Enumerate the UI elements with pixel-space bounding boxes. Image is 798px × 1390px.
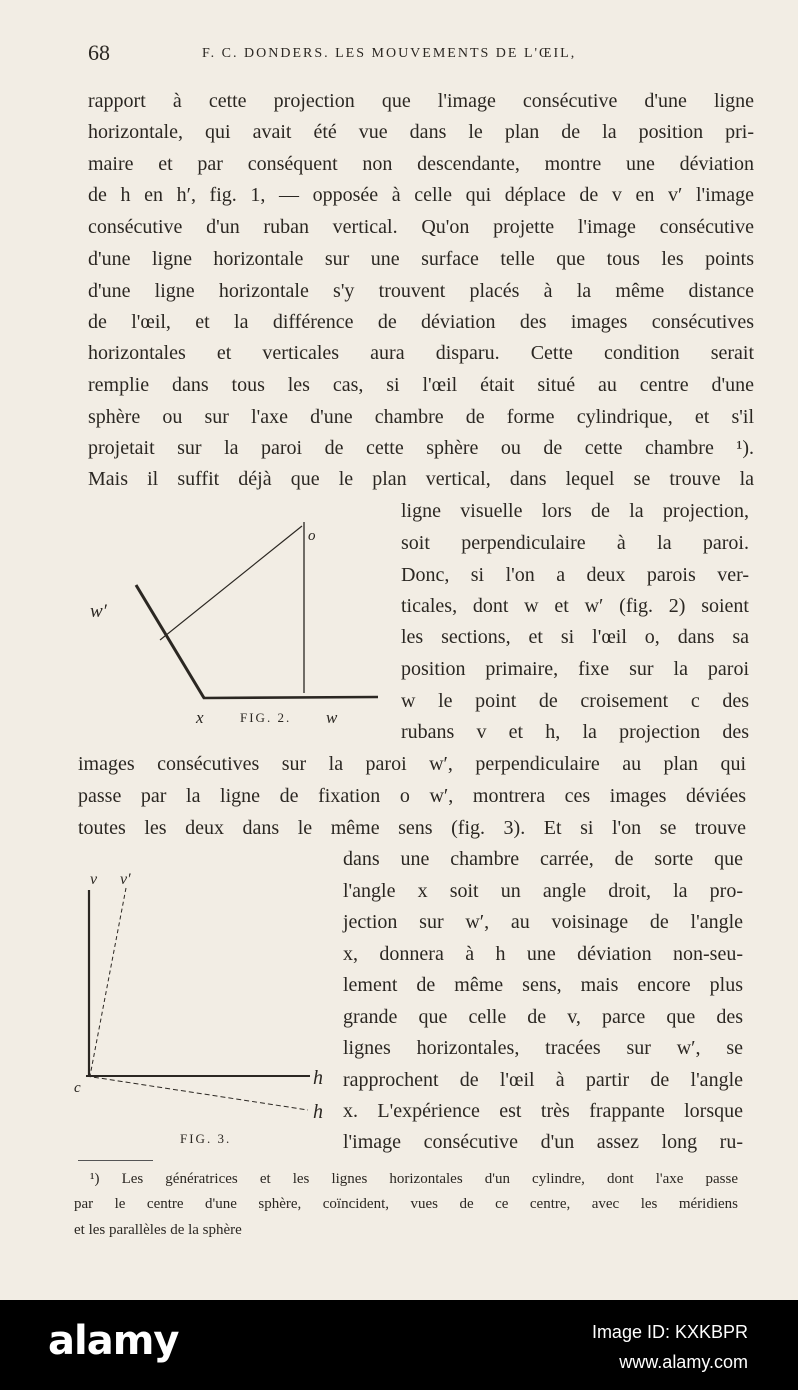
body-line: Donc, si l'on a deux parois ver- — [401, 564, 749, 586]
figure-3 — [70, 860, 340, 1150]
body-line: position primaire, fixe sur la paroi — [401, 658, 749, 680]
footnote-line: par le centre d'une sphère, coïncident, vues de ce centre, avec les méridiens — [74, 1196, 738, 1212]
body-line: sphère ou sur l'axe d'une chambre de forme cylindrique, et s'il — [88, 406, 754, 428]
footnote-line: ¹) Les génératrices et les lignes horizontales d'un cylindre, dont l'axe passe — [90, 1171, 738, 1187]
fig3-label-h-deviated: h — [313, 1101, 323, 1123]
body-line: ligne visuelle lors de la projection, — [401, 500, 749, 522]
fig2-caption: FIG. 2. — [240, 710, 292, 725]
image-id: Image ID: KXKBPR — [591, 1322, 748, 1342]
body-line: horizontales et verticales aura disparu. Cette condition serait — [88, 342, 754, 364]
body-line: w le point de croisement c des — [401, 690, 749, 712]
body-line: rubans v et h, la projection des — [401, 721, 749, 743]
body-line: l'image consécutive d'un assez long ru- — [343, 1131, 743, 1153]
body-line: grande que celle de v, parce que des — [343, 1006, 743, 1028]
body-line: remplie dans tous les cas, si l'œil était situé au centre d'une — [88, 374, 754, 396]
fig3-label-h: h — [313, 1067, 323, 1089]
site-url: www.alamy.com — [619, 1352, 748, 1372]
fig2-label-x: x — [196, 708, 204, 727]
body-line: lignes horizontales, tracées sur w′, se — [343, 1037, 743, 1059]
brand-logo: alamy — [48, 1318, 179, 1364]
body-line: toutes les deux dans le même sens (fig. 3). Et si l'on se trouve — [78, 817, 746, 839]
fig2-label-w-prime: w′ — [90, 601, 107, 622]
body-line: x. L'expérience est très frappante lorsque — [343, 1100, 743, 1122]
body-line: rapport à cette projection que l'image consécutive d'une ligne — [88, 90, 754, 112]
body-line: Mais il suffit déjà que le plan vertical, dans lequel se trouve la — [88, 468, 754, 490]
body-line: dans une chambre carrée, de sorte que — [343, 848, 743, 870]
page-number: 68 — [88, 40, 110, 65]
fig3-label-v-prime: v′ — [120, 871, 131, 888]
fig3-label-c: c — [74, 1080, 81, 1096]
fig3-caption: FIG. 3. — [180, 1131, 232, 1146]
body-line: images consécutives sur la paroi w′, perpendiculaire au plan qui — [78, 753, 746, 775]
body-line: maire et par conséquent non descendante, montre une déviation — [88, 153, 754, 175]
body-line: rapprochent de l'œil à partir de l'angle — [343, 1069, 743, 1091]
body-line: horizontale, qui avait été vue dans le plan de la position pri- — [88, 121, 754, 143]
body-line: soit perpendiculaire à la paroi. — [401, 532, 749, 554]
body-line: lement de même sens, mais encore plus — [343, 974, 743, 996]
fig2-label-o: o — [308, 528, 316, 544]
body-line: d'une ligne horizontale sur une surface telle que tous les points — [88, 248, 754, 270]
body-line: l'angle x soit un angle droit, la pro- — [343, 880, 743, 902]
body-line: ticales, dont w et w′ (fig. 2) soient — [401, 595, 749, 617]
watermark-footer — [0, 1300, 798, 1390]
fig3-label-v: v — [90, 871, 98, 888]
body-line: d'une ligne horizontale s'y trouvent placés à la même distance — [88, 280, 754, 302]
page-header — [0, 40, 798, 70]
running-head: F. C. DONDERS. LES MOUVEMENTS DE L'ŒIL, — [202, 46, 577, 61]
body-line: passe par la ligne de fixation o w′, montrera ces images déviées — [78, 785, 746, 807]
body-line: de l'œil, et la différence de déviation des images consécutives — [88, 311, 754, 333]
footnote-rule — [78, 1160, 153, 1161]
body-line: les sections, et si l'œil o, dans sa — [401, 626, 749, 648]
figure-2 — [80, 500, 380, 740]
body-line: projetait sur la paroi de cette sphère ou de cette chambre ¹). — [88, 437, 754, 459]
fig2-label-w: w — [326, 708, 338, 727]
body-line: de h en h′, fig. 1, — opposée à celle qui déplace de v en v′ l'image — [88, 184, 754, 206]
footnote-line: et les parallèles de la sphère — [74, 1222, 242, 1238]
body-line: jection sur w′, au voisinage de l'angle — [343, 911, 743, 933]
body-line: x, donnera à h une déviation non-seu- — [343, 943, 743, 965]
body-line: consécutive d'un ruban vertical. Qu'on projette l'image consécutive — [88, 216, 754, 238]
